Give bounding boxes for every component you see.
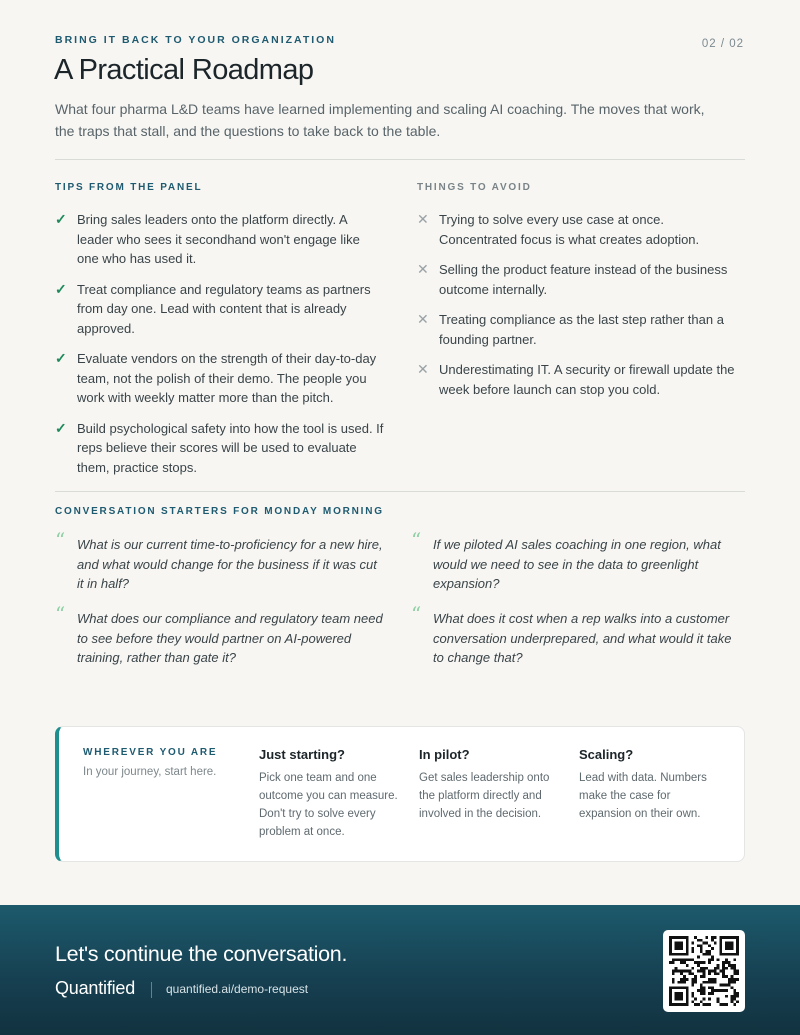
stage-scaling <box>579 747 721 823</box>
check-icon: ✓ <box>55 350 67 366</box>
journey-heading: WHEREVER YOU ARE <box>83 747 218 758</box>
avoid-text: Selling the product feature instead of the business outcome internally. <box>439 262 728 297</box>
stage-just-starting <box>259 747 401 841</box>
quote-text: What does it cost when a rep walks into a customer conversation underprepared, and what would it take to change that? <box>433 611 732 665</box>
avoid-list <box>417 210 737 399</box>
cross-icon: ✕ <box>417 361 429 377</box>
tip-item <box>55 349 385 408</box>
page-number: 02 / 02 <box>701 38 744 50</box>
tip-text: Evaluate vendors on the strength of their day-to-day team, not the polish of their demo. The people you work with weekly matter more than the pitch. <box>77 351 377 405</box>
quote-mark-icon: “ <box>55 602 66 626</box>
quote-text: What does our compliance and regulatory team need to see before they would partner on AI-powered training, rather than gate it? <box>77 611 383 665</box>
footer-cta: Let's continue the conversation. <box>55 942 348 966</box>
starters-heading: CONVERSATION STARTERS FOR MONDAY MORNING <box>55 506 384 517</box>
quote-item <box>411 528 741 594</box>
avoid-heading: THINGS TO AVOID <box>417 182 532 193</box>
qr-code-icon[interactable] <box>663 930 745 1012</box>
check-icon: ✓ <box>55 211 67 227</box>
qr-code-graphic <box>669 936 739 1006</box>
quote-item <box>55 528 385 594</box>
stage-body: Get sales leadership onto the platform directly and involved in the decision. <box>419 772 550 820</box>
tip-item <box>55 280 385 339</box>
check-icon: ✓ <box>55 419 67 436</box>
quote-item <box>411 602 741 668</box>
journey-card <box>55 726 745 862</box>
avoid-text: Trying to solve every use case at once. Concentrated focus is what creates adoption. <box>439 212 700 247</box>
tip-text: Treat compliance and regulatory teams as partners from day one. Lead with content that is already approved. <box>77 281 371 336</box>
tip-text: Bring sales leaders onto the platform directly. A leader who sees it secondhand won't engage like one who has used it. <box>77 212 360 266</box>
quote-text: If we piloted AI sales coaching in one region, what would we need to see in the data to greenlight expansion? <box>433 537 721 591</box>
tip-item <box>55 419 385 478</box>
divider <box>55 491 745 492</box>
quote-item <box>55 602 385 668</box>
stage-title: Scaling? <box>579 747 634 762</box>
avoid-item <box>417 360 737 399</box>
avoid-item <box>417 260 737 299</box>
tips-list <box>55 210 385 477</box>
page-title: A Practical Roadmap <box>54 54 314 86</box>
tip-item <box>55 210 385 269</box>
quote-mark-icon: “ <box>411 602 422 626</box>
cross-icon: ✕ <box>417 261 429 277</box>
footer-separator <box>151 982 152 998</box>
divider <box>55 159 745 160</box>
tips-heading: TIPS FROM THE PANEL <box>55 182 203 193</box>
avoid-text: Treating compliance as the last step rather than a founding partner. <box>439 312 724 347</box>
stage-title: Just starting? <box>259 747 345 762</box>
stage-title: In pilot? <box>419 747 470 762</box>
stage-in-pilot <box>419 747 561 823</box>
stage-body: Lead with data. Numbers make the case for expansion on their own. <box>579 772 707 820</box>
quote-text: What is our current time-to-proficiency for a new hire, and what would change for the business if it was cut it in half? <box>77 537 383 591</box>
cross-icon: ✕ <box>417 311 429 327</box>
avoid-item <box>417 310 737 349</box>
avoid-item <box>417 210 737 249</box>
stage-body: Pick one team and one outcome you can measure. Don't try to solve every problem at once. <box>259 772 398 838</box>
page-subtitle: What four pharma L&D teams have learned implementing and scaling AI coaching. The moves that work, the traps that stall, and the questions to take back to the table. <box>55 101 705 139</box>
demo-request-link[interactable]: quantified.ai/demo-request <box>166 982 309 996</box>
brand-logo: Quantified <box>55 978 136 998</box>
cross-icon: ✕ <box>417 211 429 227</box>
journey-subheading: In your journey, start here. <box>83 766 217 778</box>
footer-banner <box>0 905 800 1035</box>
eyebrow-label: BRING IT BACK TO YOUR ORGANIZATION <box>55 34 336 46</box>
quote-mark-icon: “ <box>55 528 66 552</box>
quote-mark-icon: “ <box>411 528 422 552</box>
tip-text: Build psychological safety into how the tool is used. If reps believe their scores will be used to evaluate them, practice stops. <box>77 420 384 475</box>
avoid-text: Underestimating IT. A security or firewall update the week before launch can stop you cold. <box>439 362 735 397</box>
check-icon: ✓ <box>55 280 67 297</box>
